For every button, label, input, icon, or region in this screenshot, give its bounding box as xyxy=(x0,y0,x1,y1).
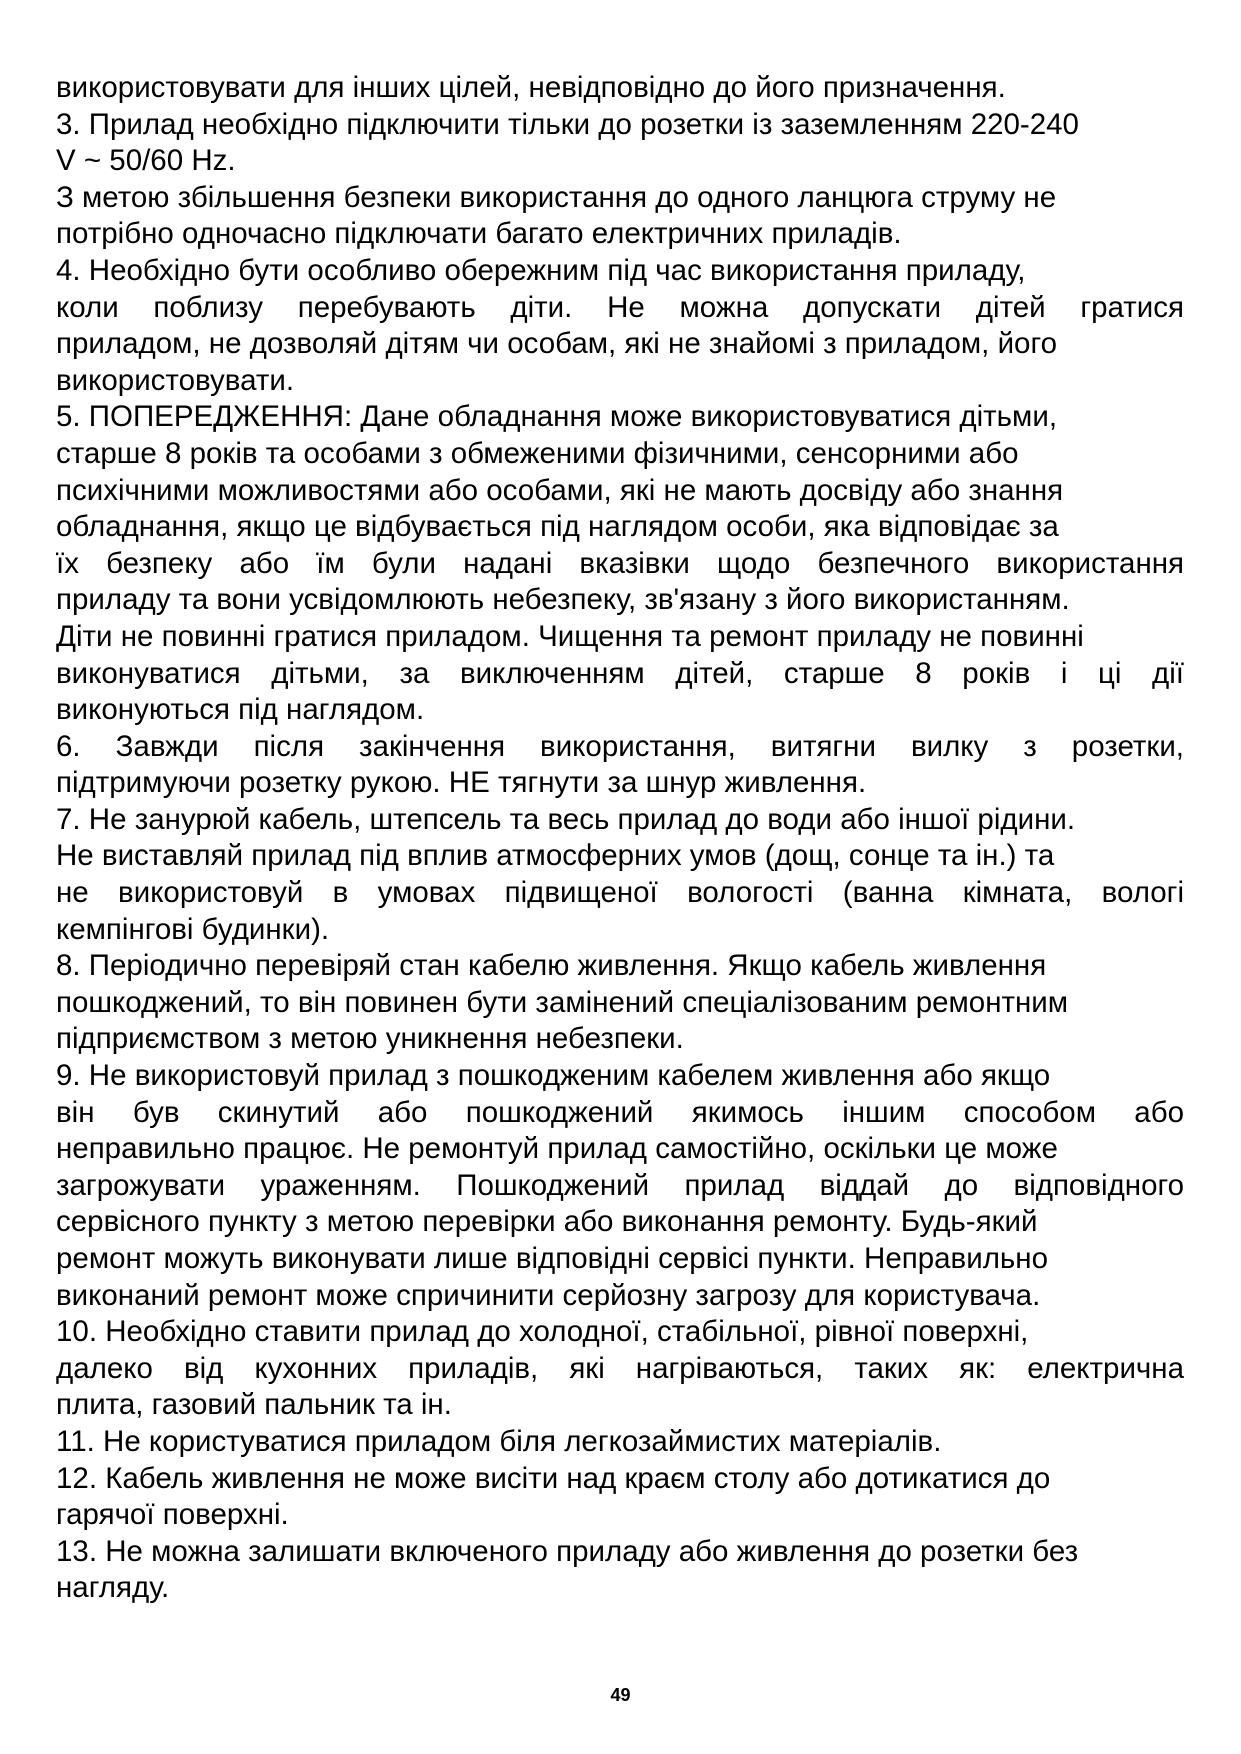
text-line: старше 8 років та особами з обмеженими фізичними, сенсорними або xyxy=(56,436,1019,470)
text-line: 11. Не користуватися приладом біля легкозаймистих матеріалів. xyxy=(56,1424,942,1458)
text-line: виконаний ремонт може спричинити серйозну загрозу для користувача. xyxy=(56,1278,1041,1312)
text-line: їх безпеку або їм були надані вказівки щодо безпечного використання xyxy=(56,546,1184,580)
text-line: підтримуючи розетку рукою. НЕ тягнути за шнур живлення. xyxy=(56,766,867,800)
text-line: обладнання, якщо це відбувається під наглядом особи, яка відповідає за xyxy=(56,510,1059,544)
text-line: 8. Періодично перевіряй стан кабелю живлення. Якщо кабель живлення xyxy=(56,949,1047,983)
text-line: 10. Необхідно ставити прилад до холодної, стабільної, рівної поверхні, xyxy=(56,1315,1029,1349)
text-line: психічними можливостями або особами, які не мають досвіду або знання xyxy=(56,473,1064,507)
text-line: Не виставляй прилад під вплив атмосферних умов (дощ, сонце та ін.) та xyxy=(56,839,1055,873)
text-line: 5. ПОПЕРЕДЖЕННЯ: Дане обладнання може використовуватися дітьми, xyxy=(56,400,1058,434)
text-line: плита, газовий пальник та ін. xyxy=(56,1388,452,1422)
text-line: приладом, не дозволяй дітям чи особам, які не знайомі з приладом, його xyxy=(56,327,1057,361)
text-line: кемпінгові будинки). xyxy=(56,912,330,946)
text-line: використовувати для інших цілей, невідповідно до його призначення. xyxy=(56,71,1006,104)
text-line: пошкоджений, то він повинен бути замінений спеціалізованим ремонтним xyxy=(56,985,1069,1019)
text-line: потрібно одночасно підключати багато електричних приладів. xyxy=(56,217,902,251)
text-line: 9. Не використовуй прилад з пошкодженим кабелем живлення або якщо xyxy=(56,1059,1051,1093)
page-number: 49 xyxy=(610,1685,631,1705)
text-line: загрожувати ураженням. Пошкоджений прилад віддай до відповідного xyxy=(56,1168,1184,1202)
text-line: З метою збільшення безпеки використання до одного ланцюга струму не xyxy=(56,180,1057,214)
text-line: він був скинутий або пошкоджений якимось іншим способом або xyxy=(56,1095,1184,1129)
text-line: нагляду. xyxy=(56,1571,170,1605)
text-line: Діти не повинні гратися приладом. Чищення та ремонт приладу не повинні xyxy=(56,619,1084,653)
safety-instructions-text xyxy=(56,70,1241,1607)
text-line: гарячої поверхні. xyxy=(56,1498,289,1532)
text-line: 3. Прилад необхідно підключити тільки до розетки із заземленням 220-240 xyxy=(56,107,1079,141)
text-line: 6. Завжди після закінчення використання, витягни вилку з розетки, xyxy=(56,729,1184,763)
text-line: 7. Не занурюй кабель, штепсель та весь прилад до води або іншої рідини. xyxy=(56,802,1076,836)
text-line: 4. Необхідно бути особливо обережним під час використання приладу, xyxy=(56,253,1026,287)
text-line: неправильно працює. Не ремонтуй прилад самостійно, оскільки це може xyxy=(56,1132,1058,1166)
text-line: коли поблизу перебувають діти. Не можна допускати дітей гратися xyxy=(56,290,1184,324)
text-line: виконуються під наглядом. xyxy=(56,693,425,727)
text-line: приладу та вони усвідомлюють небезпеку, зв'язану з його використанням. xyxy=(56,583,1070,617)
text-line: виконуватися дітьми, за виключенням дітей, старше 8 років і ці дії xyxy=(56,656,1184,690)
text-line: V ~ 50/60 Hz. xyxy=(56,144,236,178)
text-line: 13. Не можна залишати включеного приладу або живлення до розетки без xyxy=(56,1534,1079,1568)
text-line: підприємством з метою уникнення небезпеки. xyxy=(56,1022,684,1056)
text-line: не використовуй в умовах підвищеної вологості (ванна кімната, вологі xyxy=(56,876,1184,910)
text-line: далеко від кухонних приладів, які нагріваються, таких як: електрична xyxy=(56,1351,1184,1385)
text-line: 12. Кабель живлення не може висіти над краєм столу або дотикатися до xyxy=(56,1461,1051,1495)
text-line: сервісного пункту з метою перевірки або виконання ремонту. Будь-який xyxy=(56,1205,1038,1239)
text-line: використовувати. xyxy=(56,363,295,397)
text-line: ремонт можуть виконувати лише відповідні сервісі пункти. Неправильно xyxy=(56,1242,1048,1275)
